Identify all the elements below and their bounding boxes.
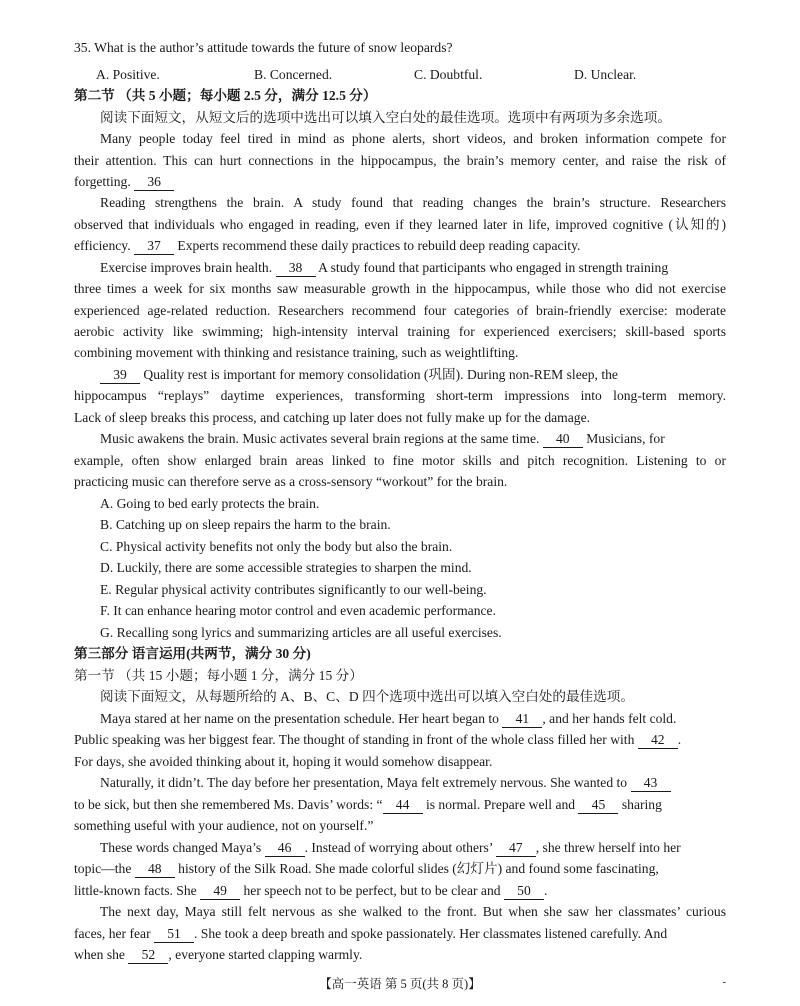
passage-line	[100, 429, 726, 449]
passage-text: .	[543, 883, 548, 898]
section-2-heading: 第二节 （共 5 小题；每小题 2.5 分，满分 12.5 分）	[74, 88, 377, 103]
passage-line	[100, 258, 726, 278]
option-e: E. Regular physical activity contributes significantly to our well-being.	[100, 582, 487, 597]
passage-text: topic—the	[74, 861, 135, 876]
passage-text: Experts recommend these daily practices to rebuild deep reading capacity.	[174, 238, 581, 253]
option-a: A. Going to bed early protects the brain.	[100, 496, 320, 511]
passage-line: Many people today feel tired in mind as phone alerts, short videos, and broken information compete for	[100, 131, 726, 146]
passage-line	[100, 838, 726, 858]
passage-text: Maya stared at her name on the presentation schedule. Her heart began to	[100, 711, 503, 726]
passage-text: Musicians, for	[582, 431, 665, 446]
blank-47[interactable]: 47	[496, 840, 536, 857]
passage-line	[74, 795, 726, 815]
passage-text: Naturally, it didn’t. The day before her presentation, Maya felt extremely nervous. She wanted to	[100, 775, 631, 790]
passage-line: example, often show enlarged brain areas linked to fine motor skills and pitch recognition. Listening to or	[74, 453, 726, 468]
blank-45[interactable]: 45	[578, 797, 618, 814]
blank-36[interactable]: 36	[134, 174, 174, 191]
passage-text: .	[677, 732, 682, 747]
passage-text: Quality rest is important for memory consolidation (巩固). During non-REM sleep, the	[140, 367, 618, 382]
option-b: B. Catching up on sleep repairs the harm to the brain.	[100, 517, 391, 532]
blank-50[interactable]: 50	[504, 883, 544, 900]
blank-46[interactable]: 46	[265, 840, 305, 857]
option-f: F. It can enhance hearing motor control and even academic performance.	[100, 603, 496, 618]
passage-text: faces, her fear	[74, 926, 154, 941]
passage-line: their attention. This can hurt connections in the hippocampus, the brain’s memory center, and raise the risk of	[74, 153, 726, 168]
passage-text: history of the Silk Road. She made colorful slides (幻灯片) and found some fascinating,	[174, 861, 659, 876]
passage-line	[74, 859, 726, 879]
passage-line: Reading strengthens the brain. A study found that reading changes the brain’s structure. Researchers	[100, 195, 726, 210]
part-3-instruction: 阅读下面短文，从每题所给的 A、B、C、D 四个选项中选出可以填入空白处的最佳选项。	[100, 689, 634, 704]
passage-line: The next day, Maya still felt nervous as she walked to the front. But when she saw her classmates’ curious	[100, 904, 726, 919]
passage-text: forgetting.	[74, 174, 135, 189]
passage-text: A study found that participants who engaged in strength training	[315, 260, 669, 275]
q35-option-b: B. Concerned.	[254, 67, 333, 82]
section-2-instruction: 阅读下面短文，从短文后的选项中选出可以填入空白处的最佳选项。选项中有两项为多余选项。	[100, 110, 671, 125]
passage-text: . She took a deep breath and spoke passionately. Her classmates listened carefully. And	[194, 926, 668, 941]
passage-line: combining movement with thinking and resistance training, such as weightlifting.	[74, 345, 519, 360]
page-footer: 【高一英语 第 5 页(共 8 页)】	[319, 977, 481, 991]
passage-text: when she	[74, 947, 129, 962]
passage-text: Music awakens the brain. Music activates several brain regions at the same time.	[100, 431, 543, 446]
option-c: C. Physical activity benefits not only the body but also the brain.	[100, 539, 453, 554]
passage-text: , and her hands felt cold.	[542, 711, 677, 726]
passage-text: Public speaking was her biggest fear. The thought of standing in front of the whole class filled her with	[74, 732, 638, 747]
blank-41[interactable]: 41	[502, 711, 542, 728]
blank-39[interactable]: 39	[100, 367, 140, 384]
blank-43[interactable]: 43	[631, 775, 671, 792]
passage-text: her speech not to be perfect, but to be clear and	[240, 883, 504, 898]
part-3-subheading: 第一节 （共 15 小题；每小题 1 分，满分 15 分）	[74, 668, 363, 683]
q35-option-c: C. Doubtful.	[414, 67, 483, 82]
blank-52[interactable]: 52	[128, 947, 168, 964]
passage-line	[100, 365, 726, 385]
passage-line	[74, 236, 726, 256]
blank-51[interactable]: 51	[154, 926, 194, 943]
passage-text: Exercise improves brain health.	[100, 260, 276, 275]
passage-line	[74, 881, 726, 901]
part-3-heading: 第三部分 语言运用(共两节，满分 30 分)	[74, 646, 311, 661]
passage-line: hippocampus “replays” daytime experiences, transforming short-term impressions into long-term memory.	[74, 388, 726, 403]
passage-line	[74, 945, 726, 965]
corner-mark: -	[722, 977, 726, 988]
question-35-stem: 35. What is the author’s attitude towards the future of snow leopards?	[74, 40, 453, 55]
passage-text: little-known facts. She	[74, 883, 201, 898]
passage-text: , she threw herself into her	[535, 840, 681, 855]
passage-line	[100, 709, 726, 729]
blank-42[interactable]: 42	[638, 732, 678, 749]
q35-option-a: A. Positive.	[96, 67, 160, 82]
passage-text: . Instead of worrying about others’	[304, 840, 496, 855]
passage-line	[74, 924, 726, 944]
passage-line	[74, 172, 726, 192]
passage-text: to be sick, but then she remembered Ms. Davis’ words: “	[74, 797, 383, 812]
passage-line: experienced age-related reduction. Researchers recommend four categories of brain-friendly exercise: moderate	[74, 303, 726, 318]
passage-line: observed that individuals who engaged in reading, even if they learned later in life, improved cognitive (认知的)	[74, 217, 726, 232]
blank-49[interactable]: 49	[200, 883, 240, 900]
passage-line: something useful with your audience, not on yourself.”	[74, 818, 374, 833]
passage-text: efficiency.	[74, 238, 135, 253]
option-g: G. Recalling song lyrics and summarizing articles are all useful exercises.	[100, 625, 502, 640]
blank-38[interactable]: 38	[276, 260, 316, 277]
passage-text: is normal. Prepare well and	[422, 797, 579, 812]
passage-text: , everyone started clapping warmly.	[168, 947, 363, 962]
passage-text: sharing	[618, 797, 662, 812]
blank-37[interactable]: 37	[134, 238, 174, 255]
passage-line	[100, 773, 726, 793]
passage-text: These words changed Maya’s	[100, 840, 265, 855]
passage-line: aerobic activity like swimming; high-intensity interval training for experienced exercisers; skill-based sports	[74, 324, 726, 339]
q35-option-d: D. Unclear.	[574, 67, 637, 82]
passage-line	[74, 730, 726, 750]
question-35-options	[96, 65, 736, 85]
blank-48[interactable]: 48	[135, 861, 175, 878]
blank-44[interactable]: 44	[383, 797, 423, 814]
passage-line: three times a week for six months saw measurable growth in the hippocampus, while those who did not exercise	[74, 281, 726, 296]
passage-line: For days, she avoided thinking about it, hoping it would somehow disappear.	[74, 754, 493, 769]
passage-line: practicing music can therefore serve as a cross-sensory “workout” for the brain.	[74, 474, 508, 489]
blank-40[interactable]: 40	[543, 431, 583, 448]
passage-line: Lack of sleep breaks this process, and catching up later does not fully make up for the damage.	[74, 410, 591, 425]
option-d: D. Luckily, there are some accessible strategies to sharpen the mind.	[100, 560, 472, 575]
